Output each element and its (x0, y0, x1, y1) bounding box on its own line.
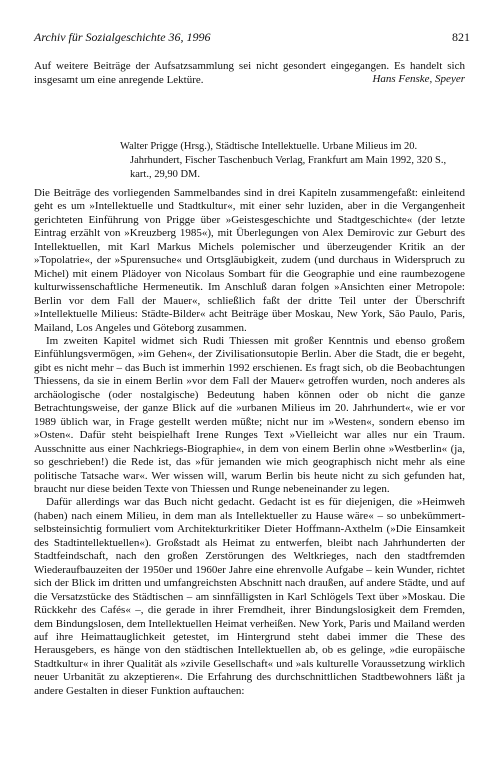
paragraph: Im zweiten Kapitel widmet sich Rudi Thiessen mit großer Kenntnis und ebenso großem Einfühlungsvermögen, »im Gehen«, der Zivilisationsutopie Berlin. Aber die Stadt, die er begeht, gibt es nicht mehr – das Buch ist immerhin 1992 erschienen. Es fragt sich, ob die Beobachtungen Thiessens, da sie in einem Berlin »vor dem Fall der Mauer« getroffen wurden, noch anderes als archäologische (oder nostalgische) Bedeutung haben können oder ob nicht die ganze Betrachtungsweise, der ganze Blick auf die »urbanen Milieus im 20. Jahrhundert«, wie er vor 1989 üblich war, in Frage gestellt werden müßte; nicht nur im »Westen«, sondern ebenso im »Osten«. Dafür steht beispielhaft Irene Runges Text »Vielleicht war alles nur ein Traum. Ausschnitte aus einer Nachkriegs-Biographie«, in dem von einem Berlin ohne »Westberlin« (ja, so geschrieben!) die Rede ist, das »für jemanden wie mich geographisch nicht mehr als eine politische Tatsache war«. Wer wissen will, warum Berlin bis heute nicht zu sich gefunden hat, braucht nur diese beiden Texte von Thiessen und Runge nebeneinander zu legen. (34, 334, 465, 495)
journal-title: Archiv für Sozialgeschichte 36, 1996 (34, 30, 211, 44)
bibliographic-entry: Walter Prigge (Hrsg.), Städtische Intellektuelle. Urbane Milieus im 20. Jahrhundert, Fischer Taschenbuch Verlag, Frankfurt am Main 1992, 320 S., kart., 29,90 DM. (120, 141, 447, 180)
paragraph: Dafür allerdings war das Buch nicht gedacht. Gedacht ist es für diejenigen, die »Heimweh (haben) nach einem Milieu, in dem man als Intellektueller zu Hause wäre« – so unbekümmert-selbsteinsichtig formuliert vom Architekturkritiker Dieter Hoffmann-Axthelm (»Die Einsamkeit des Stadtintellektuellen«). Großstadt als Heimat zu entwerfen, bleibt nach Jahrhunderten der Stadtfeindschaft, nach den großen Zerstörungen des Weltkrieges, nach den stadtfremden Wiederaufbauzeiten der 1950er und 1960er Jahre eine ehrenvolle Aufgabe – kein Wunder, richtet sich der Blick im dritten und umfangreichsten Abschnitt nach draußen, auf andere Städte, und auf die Versatzstücke des Städtischen – am sinnfälligsten in Karl Schlögels Text über »Moskau. Die Rückkehr des Cafés« –, die gerade in ihrer Fremdheit, ihrer Bindungslosigkeit dem Fremden, dem Bindungslosen, dem Intellektuellen Heimat verheißen. New York, Paris und Mailand werden auf ihre Heimattauglichkeit getestet, im Hintergrund steht dabei immer die These des Herausgebers, es hänge von den städtischen Intellektuellen ab, ob es gelinge, »die europäische Stadtkultur« in ihrer Qualität als »zivile Gesellschaft« und »als kulturelle Voraussetzung wirklich neuer Urbanität zu akzeptieren«. Die Erfahrung des durchschnittlichen Stadtbewohners läßt ja andere Gestalten in dieser Funktion auftauchen: (34, 496, 465, 697)
page-number: 821 (452, 30, 470, 44)
reviewer-signature: Hans Fenske, Speyer (372, 73, 465, 85)
paragraph: Die Beiträge des vorliegenden Sammelbandes sind in drei Kapiteln zusammengefaßt: einleitend geht es um »Intellektuelle und Stadtkultur«, mit einer sehr luziden, aber in die Vergangenheit gerichteten Einführung von Prigge über »Geistesgeschichte und Stadtgeschichte« (der letzte Eintrag erzählt von »Kreuzberg 1985«), mit Überlegungen von Alex Demirovic zur Geburt des Intellektuellen, mit Karl Markus Michels polemischer und überzeugender Kritik an der »Topolatrie«, der »Spurensuche« und Ortsgläubigkeit, zudem (und durchaus in Widerspruch zu Michel) mit einem Plädoyer von Nicolaus Sombart für die Geographie und eine raumbezogene kulturwissenschaftliche Hermeneutik. Im Anschluß daran folgen »Ansichten einer Metropole: Berlin vor dem Fall der Mauer«, schließlich faßt der dritte Teil unter der Überschrift »Intellektuelle Milieus: Städte-Bilder« acht Beiträge über Moskau, New York, São Paulo, Paris, Mailand, Los Angeles und Göteborg zusammen. (34, 187, 465, 334)
review-body (34, 187, 465, 698)
previous-review-closing: Auf weitere Beiträge der Aufsatzsammlung sei nicht gesondert eingegangen. Es handelt sich insgesamt um eine anregende Lektüre. (34, 60, 465, 86)
running-head (34, 30, 470, 46)
